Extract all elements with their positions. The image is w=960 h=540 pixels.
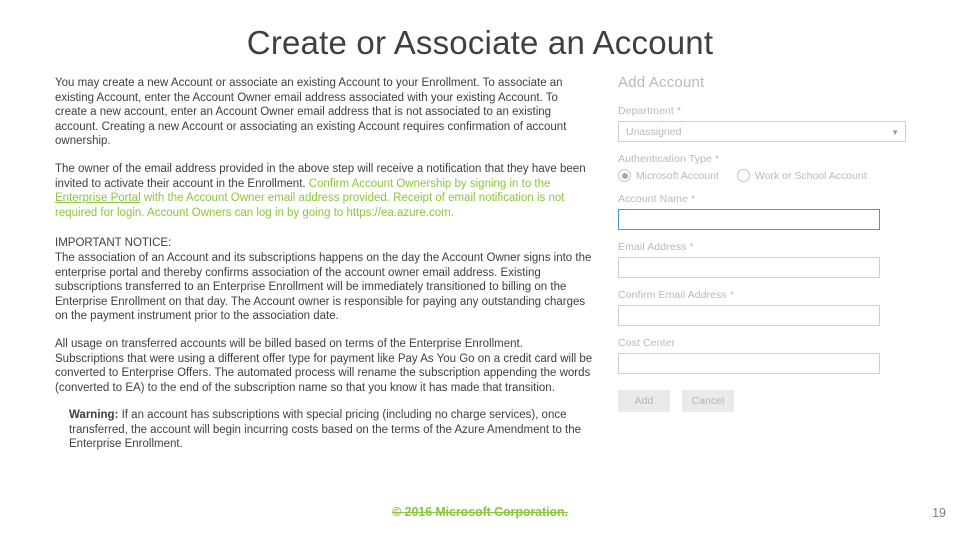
radio-unselected-icon <box>737 169 750 182</box>
radio-work-school-account[interactable] <box>737 169 867 182</box>
radio-selected-icon <box>618 169 631 182</box>
panel-button-row <box>618 390 914 412</box>
enterprise-portal-link[interactable]: Enterprise Portal <box>55 192 141 205</box>
cost-center-input[interactable] <box>618 353 880 374</box>
department-select[interactable] <box>618 121 906 142</box>
radio-microsoft-account[interactable] <box>618 169 719 182</box>
account-name-input[interactable] <box>618 209 880 230</box>
cancel-button[interactable]: Cancel <box>682 390 734 412</box>
email-address-input[interactable] <box>618 257 880 278</box>
chevron-down-icon: ▼ <box>891 128 899 137</box>
authentication-type-label: Authentication Type * <box>618 153 720 165</box>
confirm-email-label: Confirm Email Address * <box>618 289 735 301</box>
page-number: 19 <box>932 506 946 520</box>
account-name-group <box>618 193 914 230</box>
copyright-text: © 2016 Microsoft Corporation. <box>392 505 568 519</box>
paragraph-usage-billing: All usage on transferred accounts will be billed based on terms of the Enterprise Enrollment. Subscriptions that were using a different offer type for payment like Pay As You Go on a credit card will be converted to Enterprise Offers. The automated process will rename the subscription appending the words (converted to EA) to the end of the subscription name so that you know it has made that transition. <box>55 337 593 394</box>
confirm-email-group <box>618 289 914 326</box>
portal-note-text: with the Account Owner email address provided. Receipt of email notification is not required for login. Account Owners can log in by going to https://ea.azure.com. <box>55 192 565 219</box>
paragraph-intro: You may create a new Account or associate an existing Account to your Enrollment. To associate an existing Account, enter the Account Owner email address associated with your existing Account. To create a new account, enter an Account Owner email address that is not associated to an existing account. Creating a new Account or associating an existing Account requires confirmation of account ownership. <box>55 77 567 148</box>
body-text-column <box>55 76 593 452</box>
cost-center-label: Cost Center <box>618 337 676 349</box>
notice-heading: IMPORTANT NOTICE: <box>55 237 172 250</box>
footer-copyright <box>0 505 960 519</box>
warning-text: If an account has subscriptions with special pricing (including no charge services), once transferred, the account will begin incurring costs based on the terms of the Azure Amendment to the Enterprise Enrollment. <box>69 409 582 451</box>
paragraph-notification <box>55 162 593 220</box>
authentication-type-radios <box>618 169 914 182</box>
add-account-panel <box>618 74 914 496</box>
paragraph-notification-text: The owner of the email address provided in the above step will receive a notification that they have been invited to activate their account in the Enrollment. <box>55 162 586 190</box>
confirm-email-input[interactable] <box>618 305 880 326</box>
department-label: Department * <box>618 105 682 117</box>
important-notice-block <box>55 236 593 324</box>
notice-body: The association of an Account and its subscriptions happens on the day the Account Owner signs into the enterprise portal and thereby confirms association of the account owner email address. Existing subscriptions transferred to an Enterprise Enrollment will be immediately transitioned to billing on the Enterprise Enrollment on that day. The Account owner is responsible for paying any outstanding charges on the payment instrument prior to the association date. <box>55 251 592 323</box>
confirm-ownership-text: Confirm Account Ownership by signing in to the <box>308 177 551 190</box>
radio-work-school-account-label: Work or School Account <box>754 169 867 182</box>
warning-block <box>69 408 593 452</box>
authentication-type-group <box>618 153 914 182</box>
cost-center-group <box>618 337 914 374</box>
panel-title: Add Account <box>618 74 705 91</box>
account-name-label: Account Name * <box>618 193 696 205</box>
department-selected-value: Unassigned <box>626 126 682 138</box>
email-address-label: Email Address * <box>618 241 694 253</box>
add-button[interactable]: Add <box>618 390 670 412</box>
email-address-group <box>618 241 914 278</box>
department-field-group <box>618 105 914 142</box>
warning-label: Warning: <box>69 409 119 422</box>
page-title: Create or Associate an Account <box>246 24 714 61</box>
radio-microsoft-account-label: Microsoft Account <box>636 169 719 182</box>
